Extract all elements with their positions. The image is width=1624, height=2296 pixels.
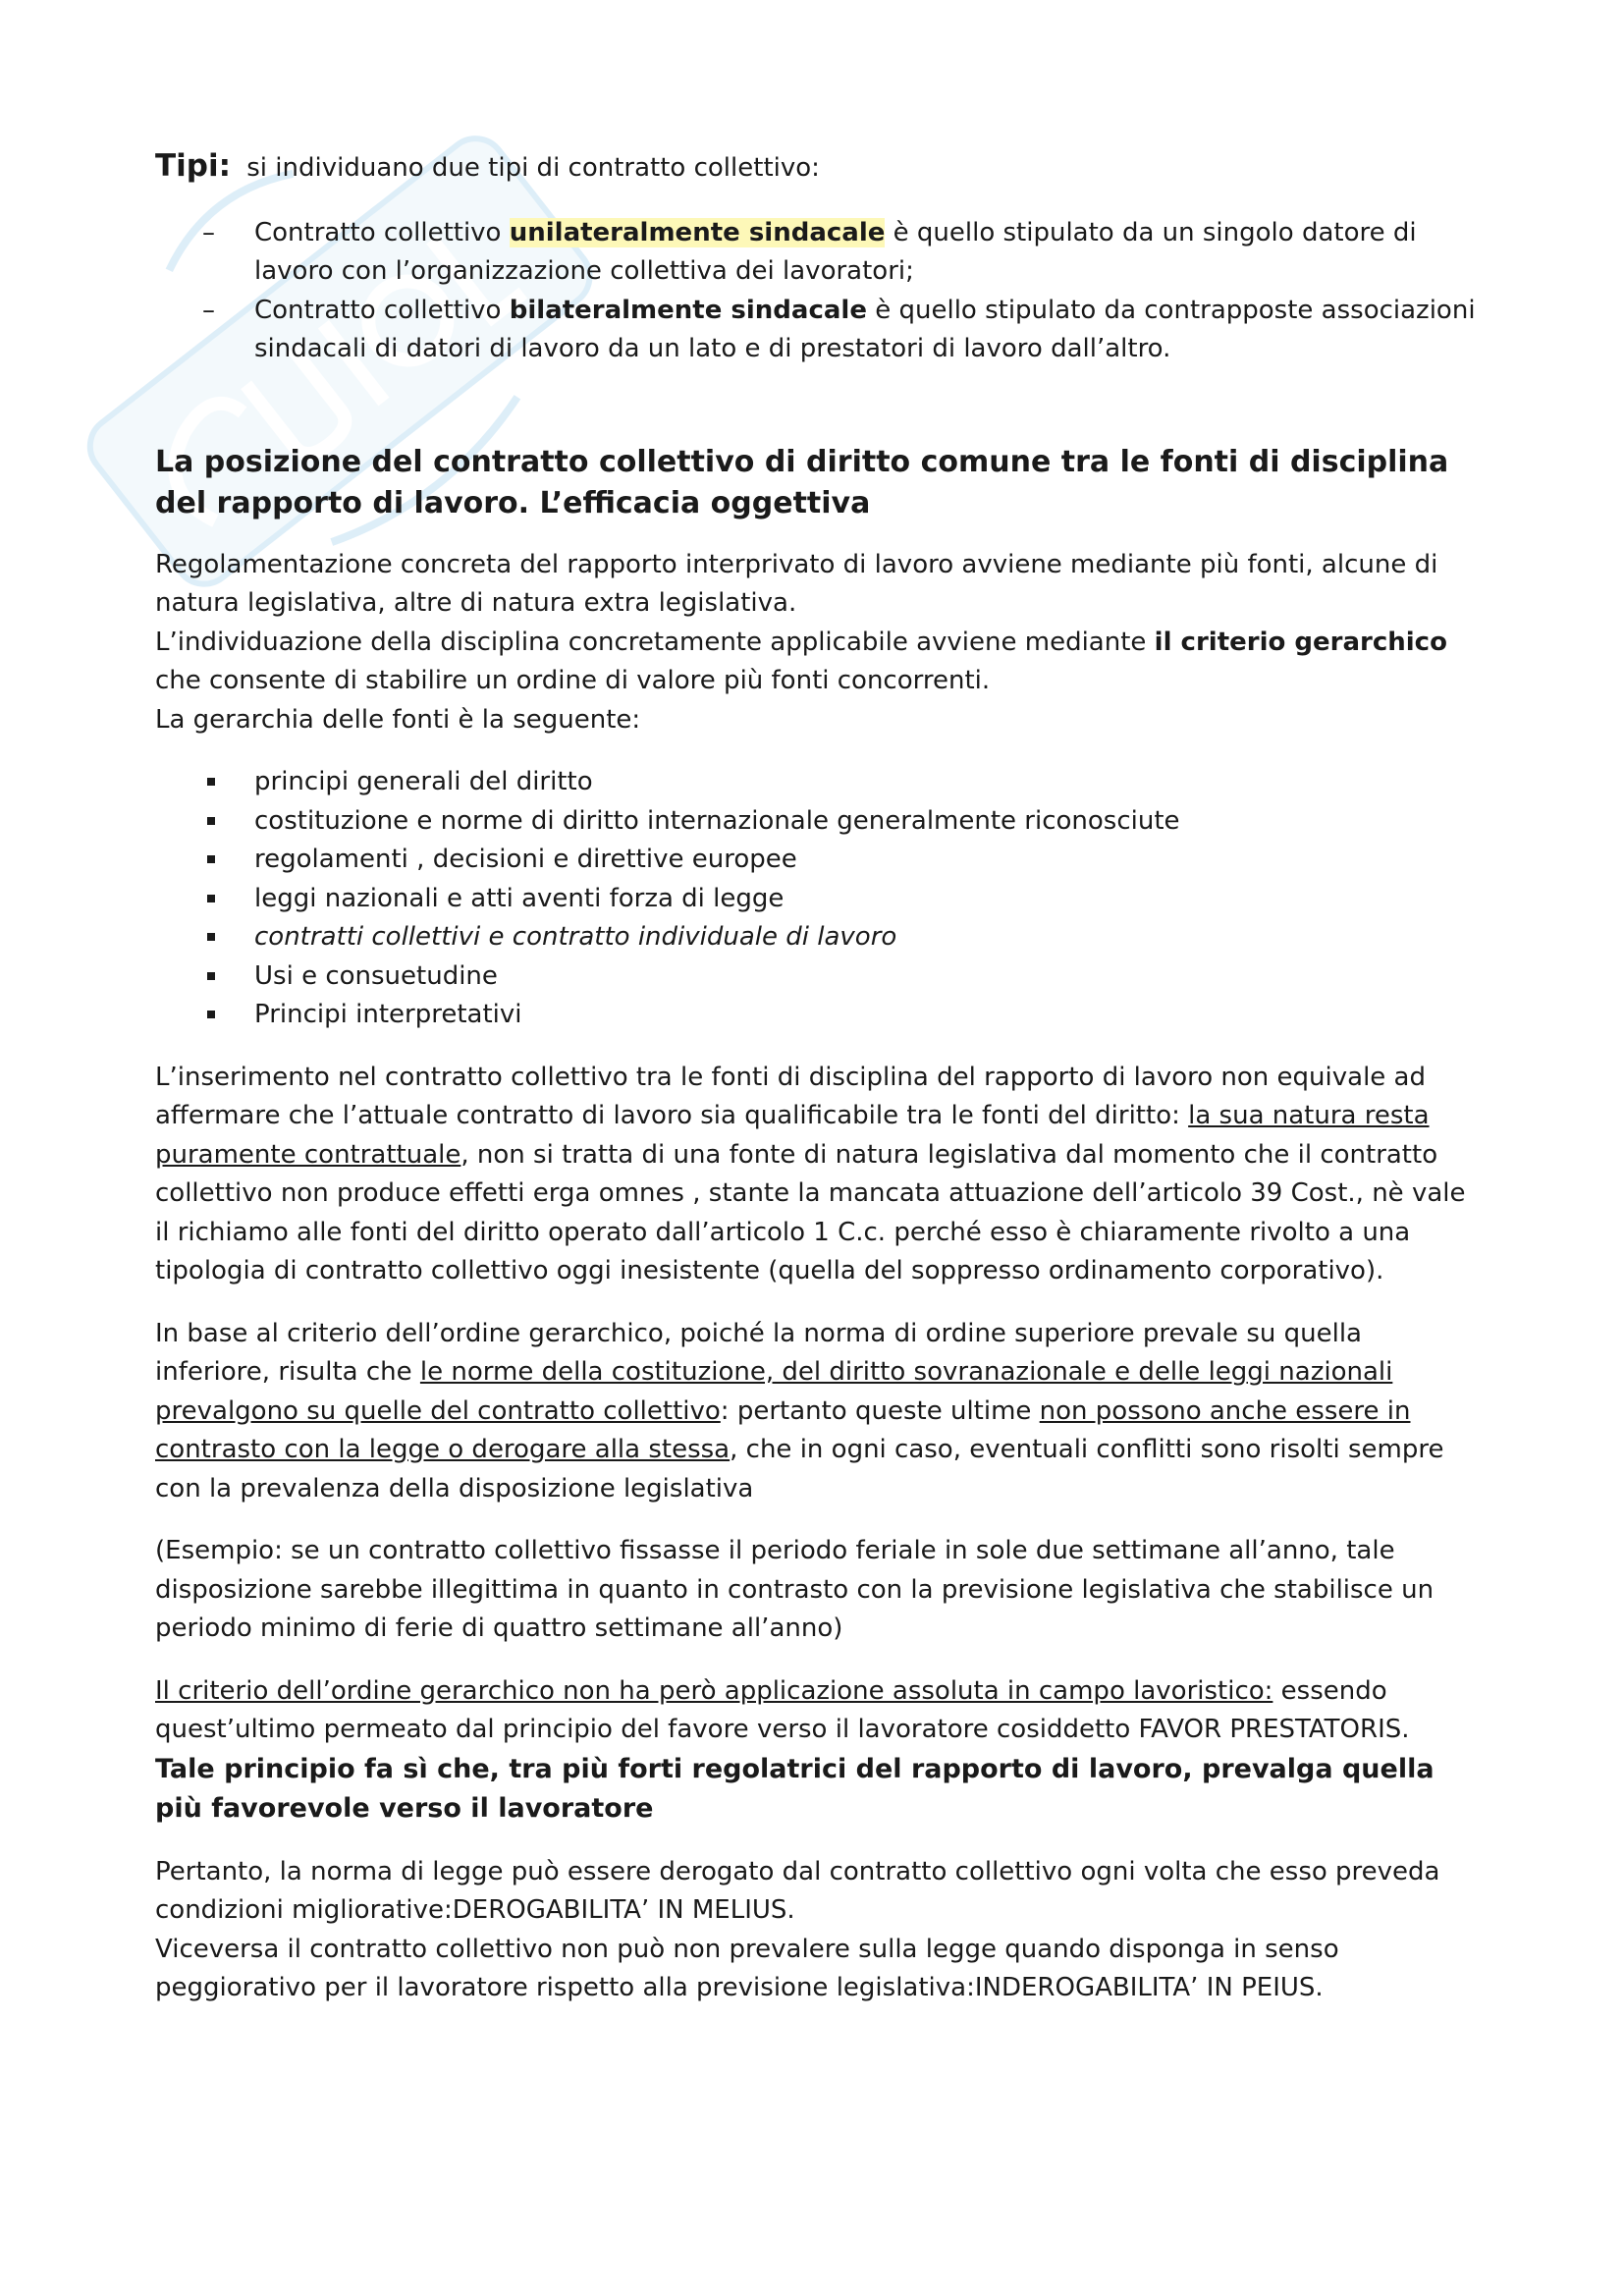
underlined-text: la sua natura resta puramente contrattuale xyxy=(155,1101,1430,1170)
document-page xyxy=(155,147,1483,2008)
paragraph xyxy=(155,1315,1483,1509)
item-text: è quello stipulato da un singolo datore di lavoro con l’organizzazione collettiva dei lavoratori; xyxy=(254,217,1417,286)
square-bullet-icon xyxy=(207,933,215,941)
contract-types-list xyxy=(155,214,1483,369)
paragraph xyxy=(155,1672,1483,1830)
square-bullet-icon xyxy=(207,855,215,863)
list-item xyxy=(155,802,1483,842)
intro-lead: Tipi: xyxy=(155,148,231,184)
list-item xyxy=(155,292,1483,369)
square-bullet-icon xyxy=(207,817,215,825)
item-text: Contratto collettivo xyxy=(254,217,510,247)
paragraph-text: In base al criterio dell’ordine gerarchico, poiché la norma di ordine superiore prevale su quella inferiore, risulta che xyxy=(155,1318,1362,1387)
list-item xyxy=(155,996,1483,1035)
highlighted-term: unilateralmente sindacale xyxy=(509,217,886,247)
bold-term: bilateralmente sindacale xyxy=(509,295,867,325)
intro-text: si individuano due tipi di contratto collettivo: xyxy=(246,153,820,183)
underlined-text: non possono anche essere in contrasto con la legge o derogare alla stessa xyxy=(155,1395,1411,1464)
paragraph-text: che consente di stabilire un ordine di valore più fonti concorrenti. xyxy=(155,666,991,695)
underlined-text: le norme della costituzione, del diritto sovranazionale e delle leggi nazionali prevalgono su quelle del contratto collettivo xyxy=(155,1357,1393,1426)
paragraph-text: Pertanto, la norma di legge può essere derogato dal contratto collettivo ogni volta che esso preveda condizioni migliorative:DEROGABILITA’ IN MELIUS. xyxy=(155,1856,1440,1925)
paragraph-text: L’individuazione della disciplina concretamente applicabile avviene mediante xyxy=(155,627,1155,657)
list-item xyxy=(155,957,1483,997)
list-item xyxy=(155,918,1483,957)
paragraph xyxy=(155,1059,1483,1291)
intro-line xyxy=(155,147,1483,189)
item-text: Contratto collettivo xyxy=(254,295,510,325)
item-text: costituzione e norme di diritto internazionale generalmente riconosciute xyxy=(254,805,1180,836)
square-bullet-icon xyxy=(207,1011,215,1018)
item-text: contratti collettivi e contratto individuale di lavoro xyxy=(254,922,897,952)
paragraph-text: , che in ogni caso, eventuali conflitti sono risolti sempre con la prevalenza della disposizione legislativa xyxy=(155,1435,1444,1503)
hierarchy-list xyxy=(155,763,1483,1035)
square-bullet-icon xyxy=(207,778,215,786)
list-item xyxy=(155,214,1483,292)
paragraph-text: , non si tratta di una fonte di natura legislativa dal momento che il contratto collettivo non produce effetti erga omnes , stante la mancata attuazione dell’articolo 39 Cost., nè vale il richiamo alle fonti del diritto operato dall’articolo 1 C.c. perché esso è chiaramente rivolto a una tipologia di contratto collettivo oggi inesistente (quella del soppresso ordinamento corporativo). xyxy=(155,1139,1466,1285)
item-text: è quello stipulato da contrapposte associazioni sindacali di datori di lavoro da un lato e di prestatori di lavoro dall’altro. xyxy=(254,295,1476,363)
paragraph-text: L’inserimento nel contratto collettivo tra le fonti di disciplina del rapporto di lavoro non equivale ad affermare che l’attuale contratto di lavoro sia qualificabile tra le fonti del diritto: xyxy=(155,1062,1426,1130)
paragraph xyxy=(155,546,1483,740)
square-bullet-icon xyxy=(207,972,215,980)
list-item xyxy=(155,880,1483,919)
item-text: regolamenti , decisioni e direttive europee xyxy=(254,845,797,874)
section-heading: La posizione del contratto collettivo di diritto comune tra le fonti di disciplina del rapporto di lavoro. L’efficacia oggettiva xyxy=(155,444,1449,520)
underlined-text: Il criterio dell’ordine gerarchico non ha però applicazione assoluta in campo lavoristico: xyxy=(155,1675,1273,1706)
paragraph: (Esempio: se un contratto collettivo fissasse il periodo feriale in sole due settimane all’anno, tale disposizione sarebbe illegittima in quanto in contrasto con la previsione legislativa che stabilisce un periodo minimo di ferie di quattro settimane all’anno) xyxy=(155,1536,1435,1643)
dash-marker: – xyxy=(202,217,215,247)
paragraph-text: Regolamentazione concreta del rapporto interprivato di lavoro avviene mediante più fonti, alcune di natura legislativa, altre di natura extra legislativa. xyxy=(155,549,1438,618)
item-text: Usi e consuetudine xyxy=(254,960,498,991)
bold-statement: Tale principio fa sì che, tra più forti regolatrici del rapporto di lavoro, prevalga quella più favorevole verso il lavoratore xyxy=(155,1753,1435,1824)
item-text: Principi interpretativi xyxy=(254,1000,522,1029)
item-text: principi generali del diritto xyxy=(254,767,593,796)
dash-marker: – xyxy=(202,295,215,325)
paragraph-text: : pertanto queste ultime xyxy=(720,1395,1040,1426)
paragraph-text: La gerarchia delle fonti è la seguente: xyxy=(155,704,641,735)
bold-term: il criterio gerarchico xyxy=(1154,627,1447,657)
paragraph-text: Viceversa il contratto collettivo non può non prevalere sulla legge quando disponga in senso peggiorativo per il lavoratore rispetto alla previsione legislativa:INDEROGABILITA’ IN PEIUS. xyxy=(155,1934,1339,2002)
list-item xyxy=(155,763,1483,802)
list-item xyxy=(155,841,1483,880)
paragraph xyxy=(155,1853,1483,2008)
item-text: leggi nazionali e atti aventi forza di legge xyxy=(254,883,785,913)
paragraph-text: essendo quest’ultimo permeato dal principio del favore verso il lavoratore cosiddetto FAVOR PRESTATORIS. xyxy=(155,1675,1410,1744)
square-bullet-icon xyxy=(207,895,215,902)
